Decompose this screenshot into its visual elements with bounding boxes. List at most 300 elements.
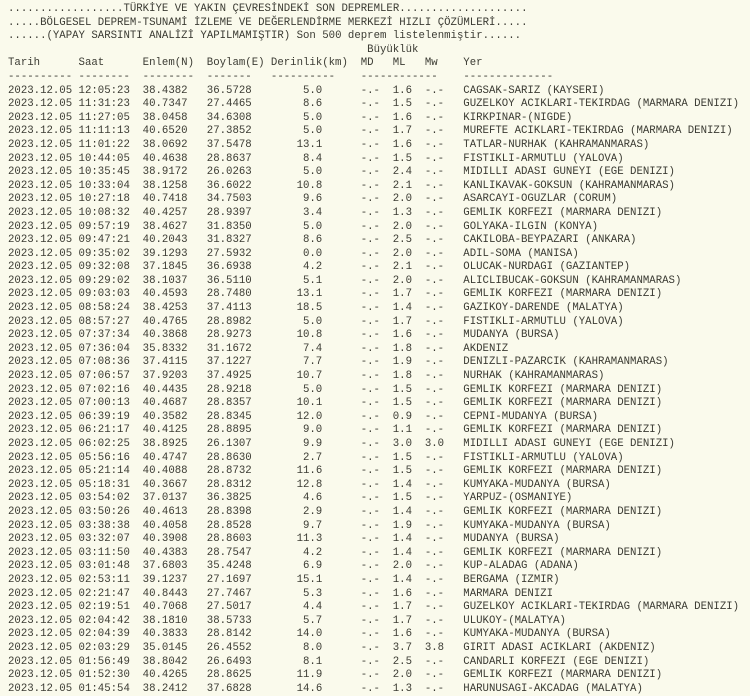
cell-latitude: 40.4435 bbox=[142, 383, 188, 396]
cell-ml: 2.0 bbox=[392, 274, 413, 287]
cell-md: -.- bbox=[360, 274, 380, 287]
divider-depth: ---------- bbox=[270, 70, 336, 83]
cell-location: KIRKPINAR-(NIGDE) bbox=[463, 111, 573, 124]
cell-date: 2023.12.05 bbox=[8, 342, 73, 355]
table-row bbox=[8, 479, 750, 493]
cell-ml: 1.5 bbox=[392, 492, 413, 505]
cell-date: 2023.12.05 bbox=[8, 505, 73, 518]
cell-latitude: 40.3667 bbox=[142, 478, 188, 491]
table-row bbox=[8, 248, 750, 262]
cell-mw: -.- bbox=[424, 138, 445, 151]
cell-md: -.- bbox=[360, 138, 380, 151]
table-row bbox=[8, 560, 750, 574]
cell-ml: 1.7 bbox=[392, 315, 413, 328]
cell-longitude: 28.9218 bbox=[206, 383, 252, 396]
cell-time: 05:56:16 bbox=[78, 451, 130, 464]
cell-location: ULUKOY-(MALATYA) bbox=[463, 614, 566, 627]
divider-longitude: ------- bbox=[206, 70, 252, 83]
table-row bbox=[8, 288, 750, 302]
cell-time: 08:58:24 bbox=[78, 302, 130, 315]
cell-time: 09:57:19 bbox=[78, 220, 130, 233]
cell-md: -.- bbox=[360, 601, 380, 614]
cell-location: GIRIT ADASI ACIKLARI (AKDENIZ) bbox=[463, 641, 656, 654]
cell-location: ALICLIBUCAK-GOKSUN (KAHRAMANMARAS) bbox=[463, 274, 682, 287]
cell-date: 2023.12.05 bbox=[8, 84, 73, 97]
table-row bbox=[8, 533, 750, 547]
cell-location: GEMLIK KORFEZI (MARMARA DENIZI) bbox=[463, 397, 663, 410]
cell-md: -.- bbox=[360, 560, 380, 573]
cell-time: 05:18:31 bbox=[78, 478, 130, 491]
cell-ml: 1.7 bbox=[392, 601, 413, 614]
divider-latitude: -------- bbox=[142, 70, 194, 83]
table-row bbox=[8, 139, 750, 153]
cell-location: GEMLIK KORFEZI (MARMARA DENIZI) bbox=[463, 546, 663, 559]
table-row bbox=[8, 615, 750, 629]
cell-time: 09:29:02 bbox=[78, 274, 130, 287]
table-row bbox=[8, 588, 750, 602]
cell-longitude: 27.5932 bbox=[206, 247, 252, 260]
cell-date: 2023.12.05 bbox=[8, 614, 73, 627]
cell-ml: 1.9 bbox=[392, 356, 413, 369]
cell-ml: 2.5 bbox=[392, 655, 413, 668]
cell-mw: -.- bbox=[424, 614, 445, 627]
cell-latitude: 40.4383 bbox=[142, 546, 188, 559]
cell-mw: -.- bbox=[424, 302, 445, 315]
cell-time: 06:21:17 bbox=[78, 424, 130, 437]
cell-location: KANLIKAVAK-GOKSUN (KAHRAMANMARAS) bbox=[463, 179, 675, 192]
cell-date: 2023.12.05 bbox=[8, 138, 73, 151]
cell-latitude: 40.7418 bbox=[142, 193, 188, 206]
cell-latitude: 40.4593 bbox=[142, 288, 188, 301]
cell-time: 09:32:08 bbox=[78, 261, 130, 274]
cell-latitude: 38.4253 bbox=[142, 302, 188, 315]
cell-location: GEMLIK KORFEZI (MARMARA DENIZI) bbox=[463, 669, 663, 682]
cell-time: 07:36:04 bbox=[78, 342, 130, 355]
table-body bbox=[8, 85, 750, 696]
cell-time: 03:11:50 bbox=[78, 546, 130, 559]
cell-md: -.- bbox=[360, 641, 380, 654]
cell-longitude: 26.4552 bbox=[206, 641, 252, 654]
cell-depth: 4.6 bbox=[302, 492, 323, 505]
cell-depth: 18.5 bbox=[296, 302, 323, 315]
cell-ml: 2.4 bbox=[392, 166, 413, 179]
cell-latitude: 37.0137 bbox=[142, 492, 188, 505]
cell-md: -.- bbox=[360, 84, 380, 97]
cell-longitude: 27.7467 bbox=[206, 587, 252, 600]
cell-latitude: 38.8925 bbox=[142, 438, 188, 450]
cell-time: 01:52:30 bbox=[78, 669, 130, 682]
cell-time: 03:01:48 bbox=[78, 560, 130, 573]
page-title: ..................TÜRKİYE VE YAKIN ÇEVRESİNDEKİ SON DEPREMLER.................... bbox=[8, 3, 528, 15]
cell-mw: -.- bbox=[424, 655, 445, 668]
cell-ml: 1.9 bbox=[392, 519, 413, 532]
cell-depth: 6.9 bbox=[302, 560, 323, 573]
cell-date: 2023.12.05 bbox=[8, 478, 73, 491]
cell-time: 05:21:14 bbox=[78, 465, 130, 478]
cell-mw: -.- bbox=[424, 370, 445, 383]
cell-depth: 7.7 bbox=[302, 356, 323, 369]
cell-latitude: 38.4382 bbox=[142, 84, 188, 97]
cell-ml: 1.1 bbox=[392, 424, 413, 437]
cell-time: 06:02:25 bbox=[78, 438, 130, 450]
cell-longitude: 36.6938 bbox=[206, 261, 252, 274]
cell-depth: 5.0 bbox=[302, 125, 323, 138]
cell-md: -.- bbox=[360, 669, 380, 682]
cell-latitude: 40.3868 bbox=[142, 329, 188, 342]
cell-latitude: 40.4265 bbox=[142, 669, 188, 682]
cell-date: 2023.12.05 bbox=[8, 519, 73, 532]
cell-ml: 1.5 bbox=[392, 383, 413, 396]
column-header-date: Tarih bbox=[8, 57, 41, 70]
cell-md: -.- bbox=[360, 519, 380, 532]
cell-ml: 1.5 bbox=[392, 152, 413, 165]
column-header-depth: Derinlik(km) bbox=[270, 57, 348, 70]
cell-longitude: 37.6828 bbox=[206, 682, 252, 695]
cell-depth: 10.1 bbox=[296, 397, 323, 410]
cell-longitude: 36.3825 bbox=[206, 492, 252, 505]
cell-mw: -.- bbox=[424, 451, 445, 464]
cell-latitude: 38.4627 bbox=[142, 220, 188, 233]
page-note: ......(YAPAY SARSINTI ANALİZİ YAPILMAMIŞTIR) Son 500 deprem listelenmiştir...... bbox=[8, 30, 522, 43]
cell-location: MIDILLI ADASI GUNEYI (EGE DENIZI) bbox=[463, 438, 675, 450]
cell-longitude: 28.8637 bbox=[206, 152, 252, 165]
table-row bbox=[8, 193, 750, 207]
cell-mw: -.- bbox=[424, 573, 445, 586]
cell-md: -.- bbox=[360, 465, 380, 478]
divider-location: -------------- bbox=[463, 70, 554, 83]
cell-date: 2023.12.05 bbox=[8, 261, 73, 274]
cell-mw: -.- bbox=[424, 234, 445, 247]
cell-md: -.- bbox=[360, 152, 380, 165]
cell-latitude: 35.8332 bbox=[142, 342, 188, 355]
cell-latitude: 40.4687 bbox=[142, 397, 188, 410]
cell-longitude: 27.4465 bbox=[206, 98, 252, 111]
cell-md: -.- bbox=[360, 573, 380, 586]
cell-time: 06:39:19 bbox=[78, 410, 130, 423]
cell-location: MARMARA DENIZI bbox=[463, 587, 554, 600]
cell-mw: -.- bbox=[424, 397, 445, 410]
cell-md: -.- bbox=[360, 261, 380, 274]
cell-ml: 3.0 bbox=[392, 438, 413, 450]
cell-mw: -.- bbox=[424, 560, 445, 573]
magnitude-group-label: Büyüklük bbox=[367, 43, 419, 56]
cell-depth: 5.0 bbox=[302, 111, 323, 124]
cell-date: 2023.12.05 bbox=[8, 315, 73, 328]
table-row bbox=[8, 411, 750, 425]
cell-longitude: 28.8895 bbox=[206, 424, 252, 437]
cell-latitude: 38.8042 bbox=[142, 655, 188, 668]
cell-md: -.- bbox=[360, 397, 380, 410]
cell-longitude: 28.8357 bbox=[206, 397, 252, 410]
cell-location: FISTIKLI-ARMUTLU (YALOVA) bbox=[463, 152, 624, 165]
cell-ml: 1.6 bbox=[392, 587, 413, 600]
cell-location: KUP-ALADAG (ADANA) bbox=[463, 560, 579, 573]
cell-location: KUMYAKA-MUDANYA (BURSA) bbox=[463, 628, 611, 641]
cell-ml: 1.7 bbox=[392, 288, 413, 301]
cell-mw: -.- bbox=[424, 329, 445, 342]
cell-longitude: 31.1672 bbox=[206, 342, 252, 355]
cell-time: 02:19:51 bbox=[78, 601, 130, 614]
cell-md: -.- bbox=[360, 410, 380, 423]
cell-time: 07:00:13 bbox=[78, 397, 130, 410]
cell-depth: 5.0 bbox=[302, 84, 323, 97]
cell-date: 2023.12.05 bbox=[8, 370, 73, 383]
cell-date: 2023.12.05 bbox=[8, 125, 73, 138]
cell-date: 2023.12.05 bbox=[8, 193, 73, 206]
cell-latitude: 40.3582 bbox=[142, 410, 188, 423]
cell-time: 07:37:34 bbox=[78, 329, 130, 342]
cell-depth: 10.8 bbox=[296, 179, 323, 192]
cell-mw: -.- bbox=[424, 342, 445, 355]
cell-longitude: 38.5733 bbox=[206, 614, 252, 627]
column-header-latitude: Enlem(N) bbox=[142, 57, 194, 70]
cell-latitude: 35.0145 bbox=[142, 641, 188, 654]
cell-longitude: 36.5110 bbox=[206, 274, 252, 287]
cell-longitude: 28.8528 bbox=[206, 519, 252, 532]
cell-mw: -.- bbox=[424, 383, 445, 396]
table-row bbox=[8, 397, 750, 411]
cell-location: KUMYAKA-MUDANYA (BURSA) bbox=[463, 519, 611, 532]
cell-ml: 2.1 bbox=[392, 261, 413, 274]
cell-location: GAZIKOY-DARENDE (MALATYA) bbox=[463, 302, 624, 315]
cell-latitude: 39.1293 bbox=[142, 247, 188, 260]
cell-depth: 15.1 bbox=[296, 573, 323, 586]
cell-longitude: 31.8327 bbox=[206, 234, 252, 247]
cell-depth: 11.9 bbox=[296, 669, 323, 682]
cell-ml: 2.0 bbox=[392, 220, 413, 233]
table-row bbox=[8, 683, 750, 696]
cell-md: -.- bbox=[360, 383, 380, 396]
table-row bbox=[8, 221, 750, 235]
cell-md: -.- bbox=[360, 438, 380, 450]
cell-depth: 14.0 bbox=[296, 628, 323, 641]
cell-mw: -.- bbox=[424, 84, 445, 97]
cell-location: BERGAMA (IZMIR) bbox=[463, 573, 560, 586]
cell-md: -.- bbox=[360, 315, 380, 328]
cell-date: 2023.12.05 bbox=[8, 179, 73, 192]
cell-latitude: 38.0458 bbox=[142, 111, 188, 124]
cell-ml: 1.4 bbox=[392, 546, 413, 559]
cell-time: 01:56:49 bbox=[78, 655, 130, 668]
cell-ml: 2.5 bbox=[392, 234, 413, 247]
cell-ml: 1.5 bbox=[392, 465, 413, 478]
cell-longitude: 35.4248 bbox=[206, 560, 252, 573]
cell-latitude: 38.1258 bbox=[142, 179, 188, 192]
cell-latitude: 38.2412 bbox=[142, 682, 188, 695]
table-row bbox=[8, 370, 750, 384]
cell-md: -.- bbox=[360, 166, 380, 179]
cell-mw: -.- bbox=[424, 356, 445, 369]
cell-ml: 1.7 bbox=[392, 614, 413, 627]
table-row bbox=[8, 452, 750, 466]
cell-mw: -.- bbox=[424, 682, 445, 695]
cell-mw: -.- bbox=[424, 125, 445, 138]
cell-date: 2023.12.05 bbox=[8, 329, 73, 342]
divider-date: ---------- bbox=[8, 70, 73, 83]
cell-longitude: 27.1697 bbox=[206, 573, 252, 586]
table-row bbox=[8, 356, 750, 370]
cell-depth: 3.4 bbox=[302, 206, 323, 219]
cell-date: 2023.12.05 bbox=[8, 410, 73, 423]
cell-longitude: 28.8398 bbox=[206, 505, 252, 518]
cell-date: 2023.12.05 bbox=[8, 682, 73, 695]
cell-time: 09:47:21 bbox=[78, 234, 130, 247]
cell-time: 03:54:02 bbox=[78, 492, 130, 505]
cell-ml: 2.0 bbox=[392, 669, 413, 682]
cell-depth: 4.4 bbox=[302, 601, 323, 614]
cell-ml: 1.5 bbox=[392, 98, 413, 111]
cell-time: 08:57:27 bbox=[78, 315, 130, 328]
cell-depth: 10.8 bbox=[296, 329, 323, 342]
cell-md: -.- bbox=[360, 98, 380, 111]
cell-longitude: 27.3852 bbox=[206, 125, 252, 138]
table-row bbox=[8, 506, 750, 520]
cell-depth: 9.9 bbox=[302, 438, 323, 450]
cell-date: 2023.12.05 bbox=[8, 492, 73, 505]
cell-date: 2023.12.05 bbox=[8, 533, 73, 546]
cell-date: 2023.12.05 bbox=[8, 465, 73, 478]
cell-longitude: 28.7547 bbox=[206, 546, 252, 559]
cell-location: TATLAR-NURHAK (KAHRAMANMARAS) bbox=[463, 138, 650, 151]
cell-location: YARPUZ-(OSMANIYE) bbox=[463, 492, 573, 505]
cell-depth: 5.0 bbox=[302, 383, 323, 396]
cell-md: -.- bbox=[360, 193, 380, 206]
cell-latitude: 37.6803 bbox=[142, 560, 188, 573]
cell-latitude: 40.7347 bbox=[142, 98, 188, 111]
cell-mw: -.- bbox=[424, 492, 445, 505]
cell-longitude: 28.8982 bbox=[206, 315, 252, 328]
cell-latitude: 37.4115 bbox=[142, 356, 188, 369]
cell-depth: 12.0 bbox=[296, 410, 323, 423]
cell-longitude: 34.6308 bbox=[206, 111, 252, 124]
cell-md: -.- bbox=[360, 587, 380, 600]
cell-longitude: 28.9273 bbox=[206, 329, 252, 342]
table-row bbox=[8, 492, 750, 506]
cell-mw: -.- bbox=[424, 152, 445, 165]
cell-md: -.- bbox=[360, 247, 380, 260]
cell-depth: 4.2 bbox=[302, 546, 323, 559]
cell-location: GUZELKOY ACIKLARI-TEKIRDAG (MARMARA DENIZI) bbox=[463, 98, 740, 111]
cell-depth: 10.7 bbox=[296, 370, 323, 383]
table-row bbox=[8, 329, 750, 343]
cell-depth: 8.6 bbox=[302, 234, 323, 247]
cell-date: 2023.12.05 bbox=[8, 587, 73, 600]
table-row bbox=[8, 85, 750, 99]
cell-date: 2023.12.05 bbox=[8, 234, 73, 247]
cell-latitude: 40.3833 bbox=[142, 628, 188, 641]
cell-md: -.- bbox=[360, 492, 380, 505]
cell-date: 2023.12.05 bbox=[8, 438, 73, 450]
cell-time: 10:27:18 bbox=[78, 193, 130, 206]
cell-md: -.- bbox=[360, 342, 380, 355]
cell-depth: 9.7 bbox=[302, 519, 323, 532]
cell-date: 2023.12.05 bbox=[8, 383, 73, 396]
cell-md: -.- bbox=[360, 329, 380, 342]
table-row bbox=[8, 574, 750, 588]
cell-depth: 7.4 bbox=[302, 342, 323, 355]
column-header-mw: Mw bbox=[424, 57, 438, 70]
cell-md: -.- bbox=[360, 356, 380, 369]
cell-ml: 1.4 bbox=[392, 478, 413, 491]
cell-ml: 2.0 bbox=[392, 193, 413, 206]
column-header-md: MD bbox=[360, 57, 374, 70]
cell-date: 2023.12.05 bbox=[8, 356, 73, 369]
cell-time: 01:45:54 bbox=[78, 682, 130, 695]
cell-latitude: 40.4125 bbox=[142, 424, 188, 437]
cell-latitude: 38.1810 bbox=[142, 614, 188, 627]
cell-mw: -.- bbox=[424, 315, 445, 328]
cell-latitude: 38.1037 bbox=[142, 274, 188, 287]
cell-depth: 13.1 bbox=[296, 138, 323, 151]
cell-longitude: 36.6022 bbox=[206, 179, 252, 192]
cell-mw: -.- bbox=[424, 206, 445, 219]
divider-magnitudes: ------------ bbox=[360, 70, 438, 83]
table-row bbox=[8, 98, 750, 112]
cell-location: MUDANYA (BURSA) bbox=[463, 533, 560, 546]
cell-time: 10:33:04 bbox=[78, 179, 130, 192]
cell-mw: -.- bbox=[424, 261, 445, 274]
cell-ml: 1.4 bbox=[392, 573, 413, 586]
cell-location: GOLYAKA-ILGIN (KONYA) bbox=[463, 220, 598, 233]
cell-date: 2023.12.05 bbox=[8, 247, 73, 260]
cell-mw: -.- bbox=[424, 533, 445, 546]
magnitude-group-row bbox=[8, 44, 750, 58]
cell-latitude: 40.4613 bbox=[142, 505, 188, 518]
cell-longitude: 37.5478 bbox=[206, 138, 252, 151]
cell-location: FISTIKLI-ARMUTLU (YALOVA) bbox=[463, 315, 624, 328]
cell-longitude: 28.7480 bbox=[206, 288, 252, 301]
column-header-time: Saat bbox=[78, 57, 105, 70]
cell-ml: 1.4 bbox=[392, 533, 413, 546]
cell-date: 2023.12.05 bbox=[8, 573, 73, 586]
cell-longitude: 28.8345 bbox=[206, 410, 252, 423]
cell-mw: -.- bbox=[424, 220, 445, 233]
cell-longitude: 37.1227 bbox=[206, 356, 252, 369]
cell-location: CEPNI-MUDANYA (BURSA) bbox=[463, 410, 598, 423]
cell-ml: 1.5 bbox=[392, 397, 413, 410]
cell-mw: -.- bbox=[424, 424, 445, 437]
cell-time: 02:53:11 bbox=[78, 573, 130, 586]
cell-latitude: 40.6520 bbox=[142, 125, 188, 138]
cell-depth: 0.0 bbox=[302, 247, 323, 260]
cell-latitude: 40.8443 bbox=[142, 587, 188, 600]
cell-latitude: 37.1845 bbox=[142, 261, 188, 274]
cell-time: 11:27:05 bbox=[78, 111, 130, 124]
cell-location: MIDILLI ADASI GUNEYI (EGE DENIZI) bbox=[463, 166, 675, 179]
cell-depth: 9.0 bbox=[302, 424, 323, 437]
cell-date: 2023.12.05 bbox=[8, 397, 73, 410]
cell-depth: 8.1 bbox=[302, 655, 323, 668]
cell-mw: -.- bbox=[424, 478, 445, 491]
cell-latitude: 40.4088 bbox=[142, 465, 188, 478]
table-row bbox=[8, 628, 750, 642]
cell-longitude: 36.5728 bbox=[206, 84, 252, 97]
cell-location: GEMLIK KORFEZI (MARMARA DENIZI) bbox=[463, 206, 663, 219]
cell-ml: 3.7 bbox=[392, 641, 413, 654]
cell-latitude: 40.4257 bbox=[142, 206, 188, 219]
table-row bbox=[8, 424, 750, 438]
cell-depth: 4.2 bbox=[302, 261, 323, 274]
table-row bbox=[8, 234, 750, 248]
cell-latitude: 39.1237 bbox=[142, 573, 188, 586]
cell-location: MUDANYA (BURSA) bbox=[463, 329, 560, 342]
cell-md: -.- bbox=[360, 179, 380, 192]
table-row bbox=[8, 520, 750, 534]
cell-depth: 12.8 bbox=[296, 478, 323, 491]
table-row bbox=[8, 166, 750, 180]
cell-location: CANDARLI KORFEZI (EGE DENIZI) bbox=[463, 655, 650, 668]
cell-location: GEMLIK KORFEZI (MARMARA DENIZI) bbox=[463, 505, 663, 518]
